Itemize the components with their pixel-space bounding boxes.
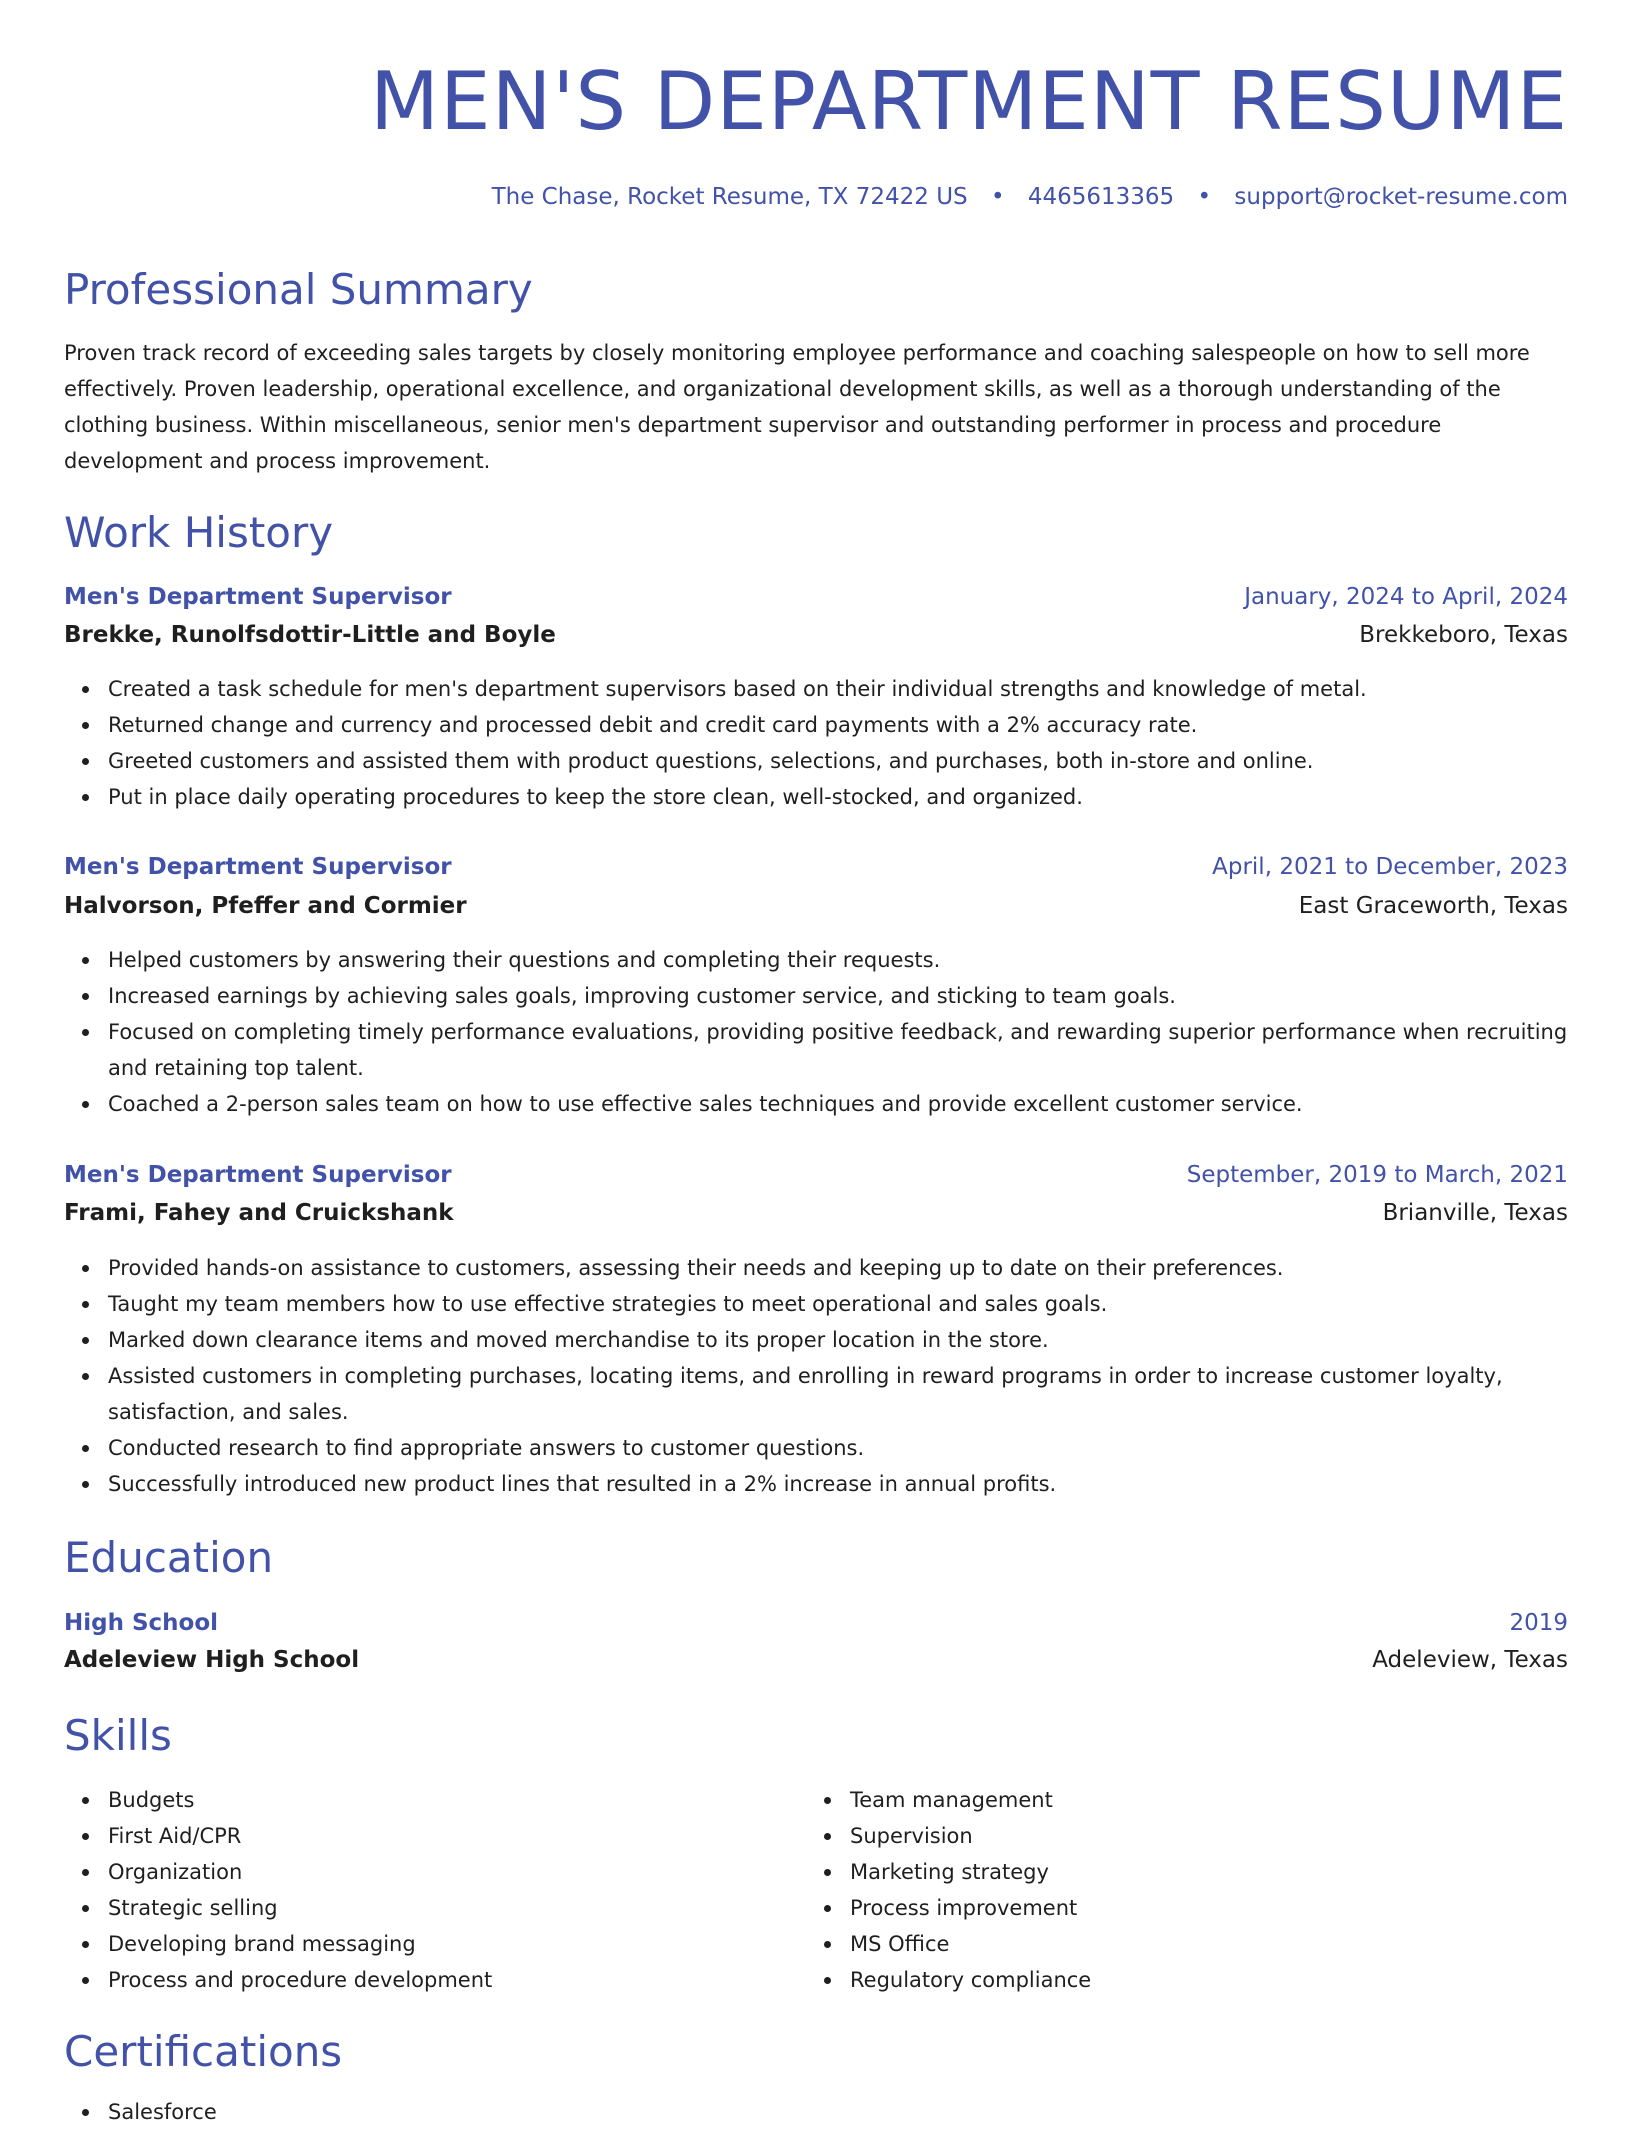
education-header-row bbox=[64, 1606, 1568, 1640]
certifications-list bbox=[64, 2094, 1568, 2130]
job-title: Men's Department Supervisor bbox=[64, 584, 452, 610]
job-location: East Graceworth, Texas bbox=[1298, 893, 1568, 919]
list-item: Returned change and currency and processed debit and credit card payments with a 2% accuracy rate. bbox=[108, 707, 1568, 743]
education-year: 2019 bbox=[1509, 1610, 1568, 1636]
summary-text: Proven track record of exceeding sales targets by closely monitoring employee performance and coaching salespeople on how to sell more effectively. Proven leadership, operational excellence, and organizational development skills, as well as a thorough understanding of the clothing business. Within miscellaneous, senior men's department supervisor and outstanding performer in process and procedure development and process improvement. bbox=[64, 341, 1530, 473]
job-dates: January, 2024 to April, 2024 bbox=[1244, 584, 1568, 610]
skill-item: Budgets bbox=[108, 1782, 764, 1818]
job-header-row bbox=[64, 1158, 1568, 1192]
job-location: Brekkeboro, Texas bbox=[1359, 622, 1568, 648]
list-item: Taught my team members how to use effective strategies to meet operational and sales goals. bbox=[108, 1286, 1568, 1322]
job-location: Brianville, Texas bbox=[1382, 1200, 1568, 1226]
work-history-heading: Work History bbox=[64, 508, 334, 557]
education-school: Adeleview High School bbox=[64, 1647, 360, 1673]
skill-item: Process and procedure development bbox=[108, 1962, 764, 1998]
skill-item: First Aid/CPR bbox=[108, 1818, 764, 1854]
list-item: Increased earnings by achieving sales goals, improving customer service, and sticking to team goals. bbox=[108, 978, 1568, 1014]
skills-list-left bbox=[64, 1782, 764, 1998]
skill-item: Strategic selling bbox=[108, 1890, 764, 1926]
list-item: Created a task schedule for men's department supervisors based on their individual strengths and knowledge of metal. bbox=[108, 671, 1568, 707]
certifications-heading: Certifications bbox=[64, 2027, 343, 2076]
education-heading: Education bbox=[64, 1533, 274, 1582]
summary-heading: Professional Summary bbox=[64, 265, 533, 314]
list-item: Conducted research to find appropriate answers to customer questions. bbox=[108, 1430, 1568, 1466]
resume-title: MEN'S DEPARTMENT RESUME bbox=[370, 55, 1568, 148]
skill-item: Team management bbox=[850, 1782, 1506, 1818]
certification-item: Salesforce bbox=[108, 2094, 1568, 2130]
job-company-row bbox=[64, 618, 1568, 652]
skill-item: Supervision bbox=[850, 1818, 1506, 1854]
skill-item: Process improvement bbox=[850, 1890, 1506, 1926]
list-item: Put in place daily operating procedures to keep the store clean, well-stocked, and organized. bbox=[108, 779, 1568, 815]
job-title: Men's Department Supervisor bbox=[64, 854, 452, 880]
list-item: Greeted customers and assisted them with product questions, selections, and purchases, both in-store and online. bbox=[108, 743, 1568, 779]
skill-item: Marketing strategy bbox=[850, 1854, 1506, 1890]
list-item: Helped customers by answering their questions and completing their requests. bbox=[108, 942, 1568, 978]
list-item: Marked down clearance items and moved merchandise to its proper location in the store. bbox=[108, 1322, 1568, 1358]
contact-phone: 4465613365 bbox=[1027, 184, 1175, 210]
job-dates: September, 2019 to March, 2021 bbox=[1186, 1162, 1568, 1188]
skills-list-right bbox=[806, 1782, 1506, 1998]
list-item: Successfully introduced new product lines that resulted in a 2% increase in annual profits. bbox=[108, 1466, 1568, 1502]
job-header-row bbox=[64, 580, 1568, 614]
skill-item: Developing brand messaging bbox=[108, 1926, 764, 1962]
skill-item: Regulatory compliance bbox=[850, 1962, 1506, 1998]
job-bullets bbox=[64, 671, 1568, 815]
list-item: Focused on completing timely performance evaluations, providing positive feedback, and rewarding superior performance when recruiting and retaining top talent. bbox=[108, 1014, 1568, 1086]
job-company-row bbox=[64, 1196, 1568, 1230]
job-company: Brekke, Runolfsdottir-Little and Boyle bbox=[64, 622, 556, 648]
list-item: Assisted customers in completing purchases, locating items, and enrolling in reward programs in order to increase customer loyalty, satisfaction, and sales. bbox=[108, 1358, 1568, 1430]
education-degree: High School bbox=[64, 1610, 219, 1636]
contact-separator: • bbox=[990, 184, 1005, 210]
job-bullets bbox=[64, 1250, 1568, 1502]
job-title: Men's Department Supervisor bbox=[64, 1162, 452, 1188]
job-bullets bbox=[64, 942, 1568, 1122]
list-item: Provided hands-on assistance to customers, assessing their needs and keeping up to date on their preferences. bbox=[108, 1250, 1568, 1286]
contact-email[interactable]: support@rocket-resume.com bbox=[1234, 184, 1568, 210]
job-company: Halvorson, Pfeffer and Cormier bbox=[64, 893, 467, 919]
education-location: Adeleview, Texas bbox=[1372, 1647, 1568, 1673]
job-dates: April, 2021 to December, 2023 bbox=[1212, 854, 1568, 880]
skill-item: MS Office bbox=[850, 1926, 1506, 1962]
education-school-row bbox=[64, 1643, 1568, 1677]
list-item: Coached a 2-person sales team on how to use effective sales techniques and provide excellent customer service. bbox=[108, 1086, 1568, 1122]
contact-line bbox=[492, 180, 1568, 214]
job-company-row bbox=[64, 889, 1568, 923]
job-company: Frami, Fahey and Cruickshank bbox=[64, 1200, 454, 1226]
contact-separator: • bbox=[1197, 184, 1212, 210]
skills-heading: Skills bbox=[64, 1711, 172, 1760]
contact-address: The Chase, Rocket Resume, TX 72422 US bbox=[491, 184, 968, 210]
skill-item: Organization bbox=[108, 1854, 764, 1890]
job-header-row bbox=[64, 850, 1568, 884]
